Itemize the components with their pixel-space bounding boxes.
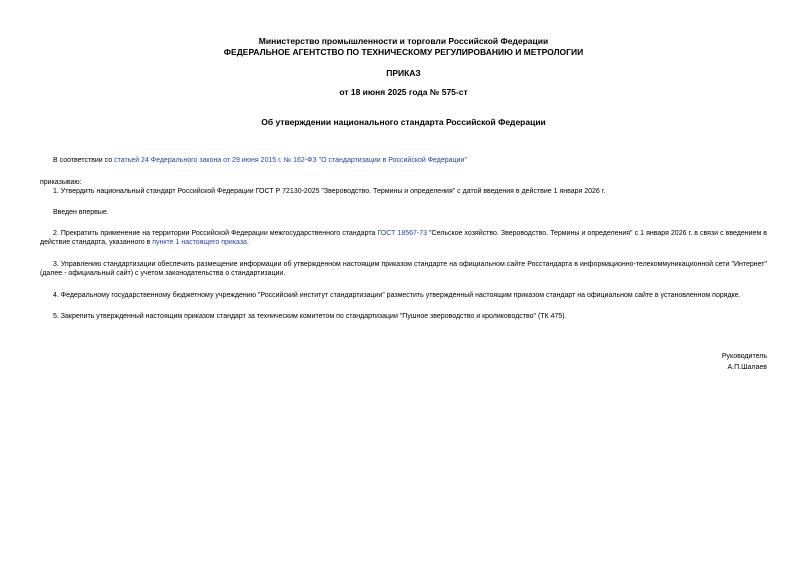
preamble-text: В соответствии со [53, 157, 115, 164]
item-5: 5. Закрепить утвержденный настоящим приказом стандарт за техническим комитетом по стандартизации "Пушное звероводство и кролиководство" (ТК 475). [53, 313, 567, 320]
item-2-text-c: . [246, 239, 249, 246]
item-2 [40, 229, 767, 247]
ministry-name: Министерство промышленности и торговли Российской Федерации [258, 36, 549, 46]
document-title: Об утверждении национального стандарта Российской Федерации [261, 117, 546, 127]
item-1: 1. Утвердить национальный стандарт Российской Федерации ГОСТ Р 72130-2025 "Звероводство. Термины и определения" с датой введения в действие 1 января 2026 г. [53, 188, 606, 195]
signature-name: А.П.Шалаев [727, 364, 767, 371]
preamble [40, 156, 767, 165]
document-type: ПРИКАЗ [386, 68, 421, 78]
law-link[interactable]: статьей 24 Федерального закона от 29 июня 2015 г. № 162-ФЗ "О стандартизации в Российской Федерации" [114, 157, 467, 164]
clause-link[interactable]: пункте 1 настоящего приказа [152, 239, 247, 246]
item-3: 3. Управлению стандартизации обеспечить размещение информации об утвержденном настоящим приказом стандарте на официальном сайте Росстандарта в информационно-телекоммуникационной сети "Интернет" (далее - официальный сайт) с учетом законодательства о стандартизации. [40, 261, 767, 277]
signature-position: Руководитель [721, 353, 767, 360]
item-2-text-a: 2. Прекратить применение на территории Российской Федерации межгосударственного стандарта [53, 230, 378, 237]
intro-first: Введен впервые. [53, 209, 109, 216]
order-word: приказываю: [40, 179, 82, 186]
item-4: 4. Федеральному государственному бюджетному учреждению "Российский институт стандартизации" разместить утвержденный настоящим приказом стандарт на официальном сайте в установленном порядке. [53, 292, 741, 299]
agency-name: ФЕДЕРАЛЬНОЕ АГЕНТСТВО ПО ТЕХНИЧЕСКОМУ РЕГУЛИРОВАНИЮ И МЕТРОЛОГИИ [223, 47, 584, 57]
gost-link[interactable]: ГОСТ 18567-73 [377, 230, 428, 237]
item-2-text-b: "Сельское хозяйство. Звероводство. Термины и определения" с 1 января 2026 г. в связи с введением в действие стандарта, указанного в [40, 230, 767, 246]
document-date-number: от 18 июня 2025 года № 575-ст [339, 87, 468, 97]
